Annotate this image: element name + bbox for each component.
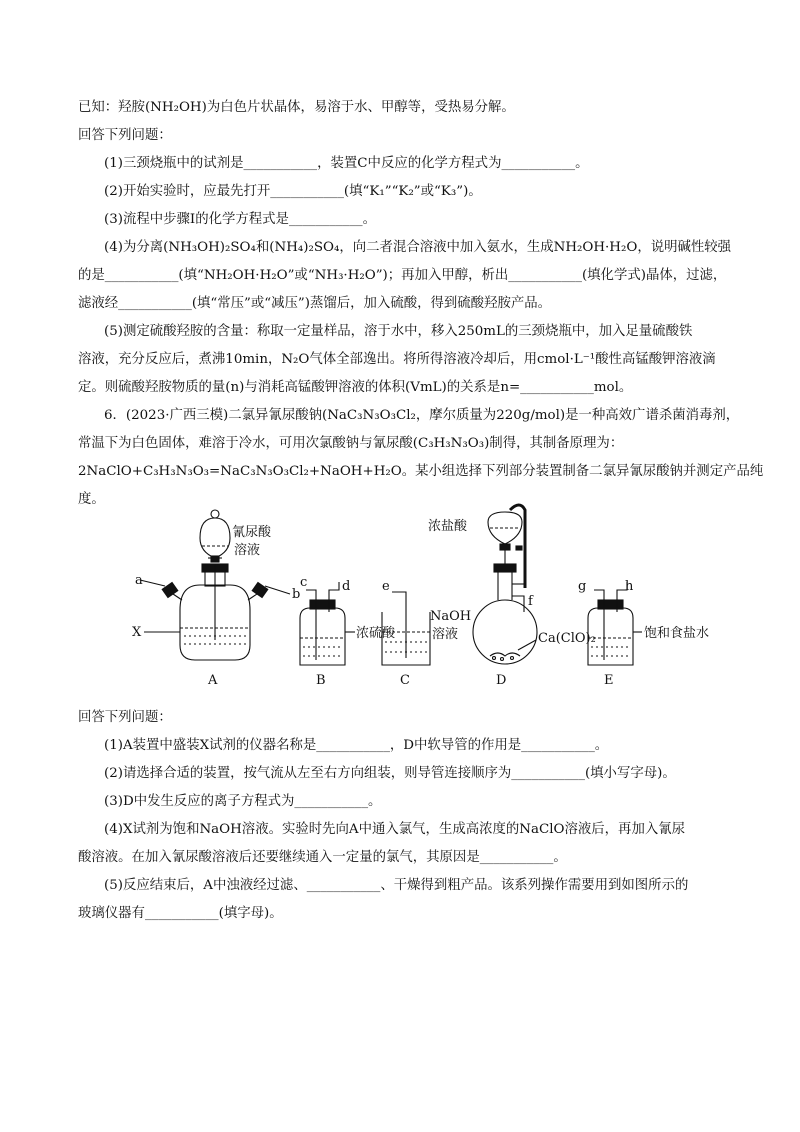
q6-part5-line1: (5)反应结束后，A中浊液经过滤、___________、干燥得到粗产品。该系列操作需要用到如图所示的 xyxy=(104,878,689,893)
caption-c: C xyxy=(400,673,410,688)
apparatus-e xyxy=(588,582,642,665)
q6-part2: (2)请选择合适的装置，按气流从左至右方向组装，则导管连接顺序为___________(填小写字母)。 xyxy=(104,766,676,781)
q5-part3: (3)流程中步骤Ⅰ的化学方程式是___________。 xyxy=(104,212,376,227)
label-f: f xyxy=(528,594,533,609)
q6-intro-line4: 度。 xyxy=(78,492,105,507)
label-d: d xyxy=(342,579,351,594)
apparatus-b xyxy=(300,582,355,665)
apparatus-d xyxy=(473,505,537,664)
naoh-label-2: 溶液 xyxy=(432,627,459,642)
naoh-label-1: NaOH xyxy=(430,609,472,624)
q6-part4-line1: (4)X试剂为饱和NaOH溶液。实验时先向A中通入氯气，生成高浓度的NaClO溶液后，再加入氰尿 xyxy=(104,822,686,837)
q5-part5-line2: 溶液，充分反应后，煮沸10min，N₂O气体全部逸出。将所得溶液冷却后，用cmol·L⁻¹酸性高锰酸钾溶液滴 xyxy=(78,352,716,367)
q5-part1: (1)三颈烧瓶中的试剂是___________，装置C中反应的化学方程式为___________。 xyxy=(104,156,589,171)
label-x: X xyxy=(132,625,142,640)
q5-part5-line3: 定。则硫酸羟胺物质的量(n)与消耗高锰酸钾溶液的体积(VmL)的关系是n=___________mol。 xyxy=(78,380,633,395)
q5-part5-line1: (5)测定硫酸羟胺的含量：称取一定量样品，溶于水中，移入250mL的三颈烧瓶中，加入足量硫酸铁 xyxy=(104,324,693,339)
label-c: c xyxy=(300,575,308,590)
q6-intro-line2: 常温下为白色固体，难溶于冷水，可用次氯酸钠与氰尿酸(C₃H₃N₃O₃)制得，其制备原理为： xyxy=(78,436,624,451)
known-info: 已知：羟胺(NH₂OH)为白色片状晶体，易溶于水、甲醇等，受热易分解。 xyxy=(78,100,515,115)
sat-nacl-label: 饱和食盐水 xyxy=(644,626,710,641)
label-e: e xyxy=(382,579,390,594)
caclo2-label: Ca(ClO)₂ xyxy=(538,631,596,646)
apparatus-figure xyxy=(120,500,710,690)
conc-h2so4-label: 浓硫酸 xyxy=(356,626,396,641)
q6-intro-line3: 2NaClO+C₃H₃N₃O₃=NaC₃N₃O₃Cl₂+NaOH+H₂O。某小组选择下列部分装置制备二氯异氰尿酸钠并测定产品纯 xyxy=(78,464,764,479)
q6-part1: (1)A装置中盛装X试剂的仪器名称是___________，D中软导管的作用是___________。 xyxy=(104,738,609,753)
cyanuric-label-1: 氰尿酸 xyxy=(232,525,272,540)
q6-part4-line2: 酸溶液。在加入氰尿酸溶液后还要继续通入一定量的氯气，其原因是___________。 xyxy=(78,850,567,865)
q5-part2: (2)开始实验时，应最先打开___________(填“K₁”“K₂”或“K₃”)。 xyxy=(104,184,482,199)
conc-hcl-label: 浓盐酸 xyxy=(428,519,468,534)
answer-prompt-2: 回答下列问题： xyxy=(78,710,172,725)
caption-d: D xyxy=(496,673,507,688)
q5-part4-line1: (4)为分离(NH₃OH)₂SO₄和(NH₄)₂SO₄，向二者混合溶液中加入氨水，生成NH₂OH·H₂O，说明碱性较强 xyxy=(104,240,732,255)
caption-e: E xyxy=(604,673,614,688)
label-a: a xyxy=(135,573,143,588)
caption-b: B xyxy=(316,673,326,688)
label-b: b xyxy=(292,587,301,602)
answer-prompt: 回答下列问题： xyxy=(78,128,172,143)
q6-part3: (3)D中发生反应的离子方程式为___________。 xyxy=(104,794,382,809)
q5-part4-line3: 滤液经___________(填“常压”或“减压”)蒸馏后，加入硫酸，得到硫酸羟胺产品。 xyxy=(78,296,552,311)
cyanuric-label-2: 溶液 xyxy=(234,543,261,558)
label-g: g xyxy=(578,579,587,594)
q6-intro-line1: 6．(2023·广西三模)二氯异氰尿酸钠(NaC₃N₃O₃Cl₂，摩尔质量为220g/mol)是一种高效广谱杀菌消毒剂， xyxy=(104,408,740,423)
caption-a: A xyxy=(208,673,218,688)
q6-part5-line2: 玻璃仪器有___________(填字母)。 xyxy=(78,906,283,921)
q5-part4-line2: 的是___________(填“NH₂OH·H₂O”或“NH₃·H₂O”)；再加入甲醇，析出___________(填化学式)晶体，过滤， xyxy=(78,268,727,283)
label-h: h xyxy=(625,579,634,594)
